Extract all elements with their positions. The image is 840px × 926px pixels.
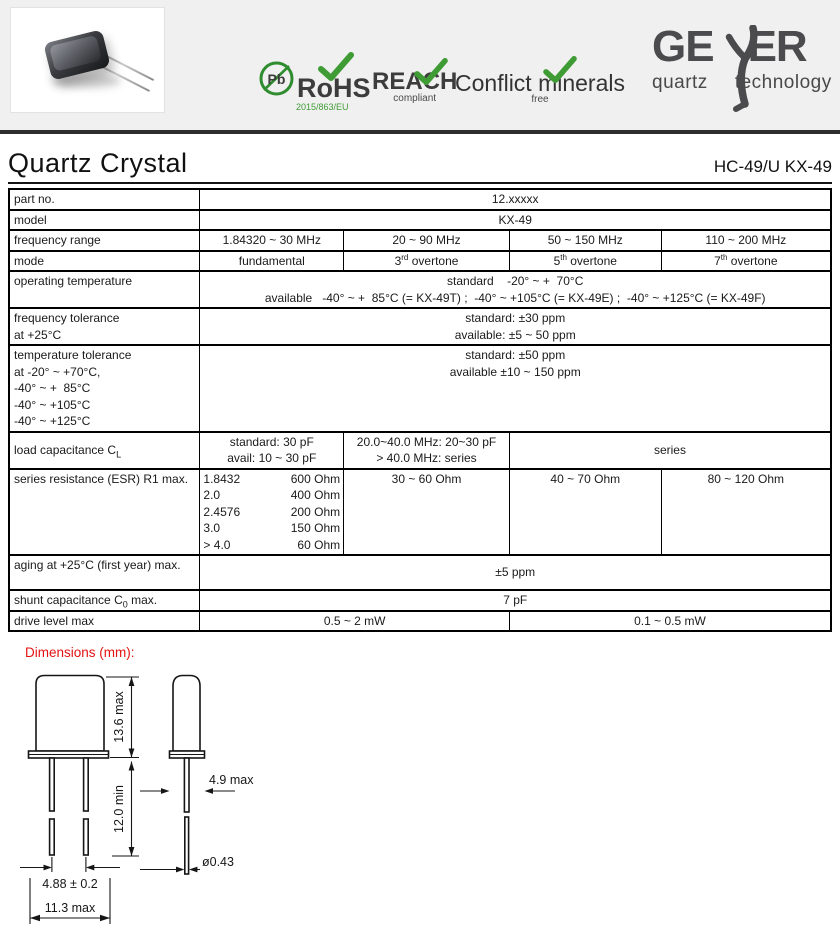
- spec-value: 0.1 ~ 0.5 mW: [509, 611, 831, 632]
- product-photo: [10, 7, 165, 113]
- reach-sub: compliant: [393, 93, 437, 104]
- spec-value: 30 ~ 60 Ohm: [344, 469, 510, 556]
- rohs-mark: [258, 60, 371, 112]
- spec-label: series resistance (ESR) R1 max.: [9, 469, 200, 556]
- geyer-logo: [652, 22, 832, 93]
- spec-value: KX-49: [200, 210, 831, 231]
- spec-label: mode: [9, 251, 200, 272]
- spec-label: shunt capacitance $C_0$ max.: [9, 590, 200, 611]
- spec-label: drive level max: [9, 611, 200, 632]
- geyer-logo-left: GE: [652, 22, 714, 71]
- dimensions-section: [0, 639, 840, 926]
- spec-value: 3rd overtone: [344, 251, 510, 272]
- reach-label: REACH: [372, 68, 458, 95]
- crystal-package-top: [49, 35, 102, 72]
- spec-label: frequency tolerance at +25°C: [9, 308, 200, 345]
- checkmark-icon: [318, 52, 354, 87]
- reach-mark: [372, 70, 457, 104]
- svg-text:11.3 max: 11.3 max: [44, 901, 96, 915]
- geyer-tagline-right: technology: [734, 72, 832, 93]
- spec-value: fundamental: [200, 251, 344, 272]
- row-operating-temperature: [9, 271, 831, 308]
- spec-value: standard: ±30 ppm available: ±5 ~ 50 ppm: [200, 308, 831, 345]
- dimensions-heading: Dimensions (mm):: [25, 645, 135, 660]
- row-aging: [9, 555, 831, 590]
- geyer-logo-right: ER: [747, 22, 807, 71]
- row-frequency-tolerance: [9, 308, 831, 345]
- row-load-capacitance: [9, 432, 831, 469]
- crystal-package: [43, 29, 110, 80]
- spec-value: ±5 ppm: [200, 555, 831, 590]
- svg-text:4.88 ± 0.2: 4.88 ± 0.2: [42, 877, 98, 891]
- spec-value: 12.xxxxx: [200, 189, 831, 210]
- spec-value: 110 ~ 200 MHz: [661, 230, 831, 251]
- row-shunt-capacitance: [9, 590, 831, 611]
- spec-value: 20 ~ 90 MHz: [344, 230, 510, 251]
- front-view: [29, 676, 109, 856]
- rohs-directive: 2015/863/EU: [296, 102, 349, 112]
- svg-text:4.9 max: 4.9 max: [209, 773, 254, 787]
- spec-value: standard: ±50 ppm available ±10 ~ 150 ppm: [200, 345, 831, 432]
- row-drive-level: [9, 611, 831, 632]
- conflict-minerals-label: Conflict minerals: [455, 70, 625, 96]
- dim-lead-length: [112, 762, 139, 857]
- spec-label: operating temperature: [9, 271, 200, 308]
- header-strip: [0, 0, 840, 130]
- pb-free-icon: [258, 60, 295, 102]
- svg-text:ø0.43: ø0.43: [202, 855, 234, 869]
- spec-value: standard: 30 pF avail: 10 ~ 30 pF: [200, 432, 344, 469]
- spec-label: frequency range: [9, 230, 200, 251]
- checkmark-icon: [414, 58, 448, 91]
- spec-label: load capacitance $C_L$: [9, 432, 200, 469]
- checkmark-icon: [543, 56, 577, 89]
- spec-label: model: [9, 210, 200, 231]
- pb-label: Pb: [267, 71, 286, 87]
- title-row: [8, 134, 832, 184]
- spec-value: 20.0~40.0 MHz: 20~30 pF > 40.0 MHz: series: [344, 432, 510, 469]
- side-view: [170, 676, 205, 875]
- row-model: [9, 210, 831, 231]
- spec-value: series: [509, 432, 831, 469]
- spec-value: standard -20° ~ + 70°C available -40° ~ + 85°C (= KX-49T) ; -40° ~ +105°C (= KX-49E) ; -40° ~ +125°C (= KX-49F): [200, 271, 831, 308]
- package-code: HC-49/U KX-49: [713, 157, 832, 176]
- spec-value: 50 ~ 150 MHz: [509, 230, 661, 251]
- svg-text:13.6 max: 13.6 max: [112, 691, 126, 743]
- spec-value: 1.8432 600 Ohm 2.0 400 Ohm 2.4576 200 Ohm 3.0 150 Ohm > 4.0 60 Ohm: [200, 469, 344, 556]
- conflict-minerals-mark: [455, 72, 625, 105]
- spec-value: 40 ~ 70 Ohm: [509, 469, 661, 556]
- page-title: Quartz Crystal: [8, 148, 188, 178]
- spec-table: [8, 188, 832, 632]
- spec-label: part no.: [9, 189, 200, 210]
- dim-lead-spacing: [20, 857, 120, 891]
- spec-value: 80 ~ 120 Ohm: [661, 469, 831, 556]
- row-series-resistance: [9, 469, 831, 556]
- geyer-tagline-left: quartz: [652, 72, 708, 93]
- spec-value: 0.5 ~ 2 mW: [200, 611, 509, 632]
- row-frequency-range: [9, 230, 831, 251]
- dimension-drawing: [0, 639, 420, 926]
- geyer-y-glyph-icon: [724, 25, 760, 118]
- dim-body-height: [106, 677, 139, 758]
- row-mode: [9, 251, 831, 272]
- spec-value: 7 pF: [200, 590, 831, 611]
- row-part-no: [9, 189, 831, 210]
- rohs-label: RoHS: [297, 73, 371, 103]
- conflict-minerals-sub: free: [531, 94, 549, 105]
- dim-body-depth: [140, 773, 254, 794]
- spec-value: 7th overtone: [661, 251, 831, 272]
- spec-value: 5th overtone: [509, 251, 661, 272]
- row-temperature-tolerance: [9, 345, 831, 432]
- spec-value: 1.84320 ~ 30 MHz: [200, 230, 344, 251]
- spec-label: temperature tolerance at -20° ~ +70°C, -40° ~ + 85°C -40° ~ +105°C -40° ~ +125°C: [9, 345, 200, 432]
- spec-label: aging at +25°C (first year) max.: [9, 555, 200, 590]
- svg-text:12.0 min: 12.0 min: [112, 785, 126, 833]
